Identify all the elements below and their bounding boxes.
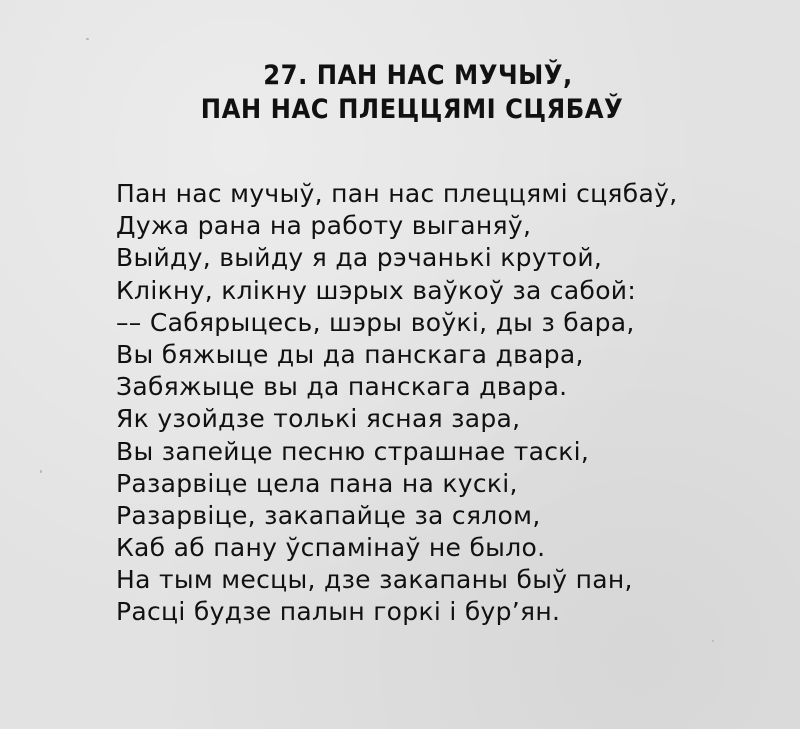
poem-line: Выйду, выйду я да рэчанькі крутой, — [116, 243, 603, 273]
poem-line: Каб аб пану ўспамінаў не было. — [116, 533, 546, 563]
song-title-line-2: ПАН НАС ПЛЕЦЦЯМІ СЦЯБАЎ — [200, 94, 624, 125]
poem-line: Расці будзе палын горкі і бур’ян. — [116, 597, 561, 627]
poem-line: Пан нас мучыў, пан нас плеццямі сцябаў, — [116, 179, 678, 208]
poem-line: –– Сабярыцесь, шэры воўкі, ды з бара, — [116, 307, 635, 337]
poem-line: На тым месцы, дзе закапаны быў пан, — [116, 565, 633, 595]
poem-line: Клікну, клікну шэрых ваўкоў за сабой: — [116, 275, 637, 305]
poem-line: Дужа рана на работу выганяў, — [116, 211, 532, 241]
poem-line: Вы запейце песню страшнае таскі, — [116, 436, 590, 466]
poem-text — [116, 178, 677, 629]
paper-speck — [40, 470, 42, 473]
poem-line: Як узойдзе толькі ясная зара, — [116, 404, 521, 434]
poem-line: Забяжыце вы да панскага двара. — [116, 372, 568, 402]
poem-line: Разарвіце, закапайце за сялом, — [116, 500, 541, 530]
paper-speck — [86, 38, 89, 40]
song-title-line-1: 27. ПАН НАС МУЧЫЎ, — [263, 60, 573, 91]
poem-line: Разарвіце цела пана на кускі, — [116, 468, 518, 498]
poem-line: Вы бяжыце ды да панскага двара, — [116, 339, 584, 369]
paper-speck — [712, 640, 714, 642]
